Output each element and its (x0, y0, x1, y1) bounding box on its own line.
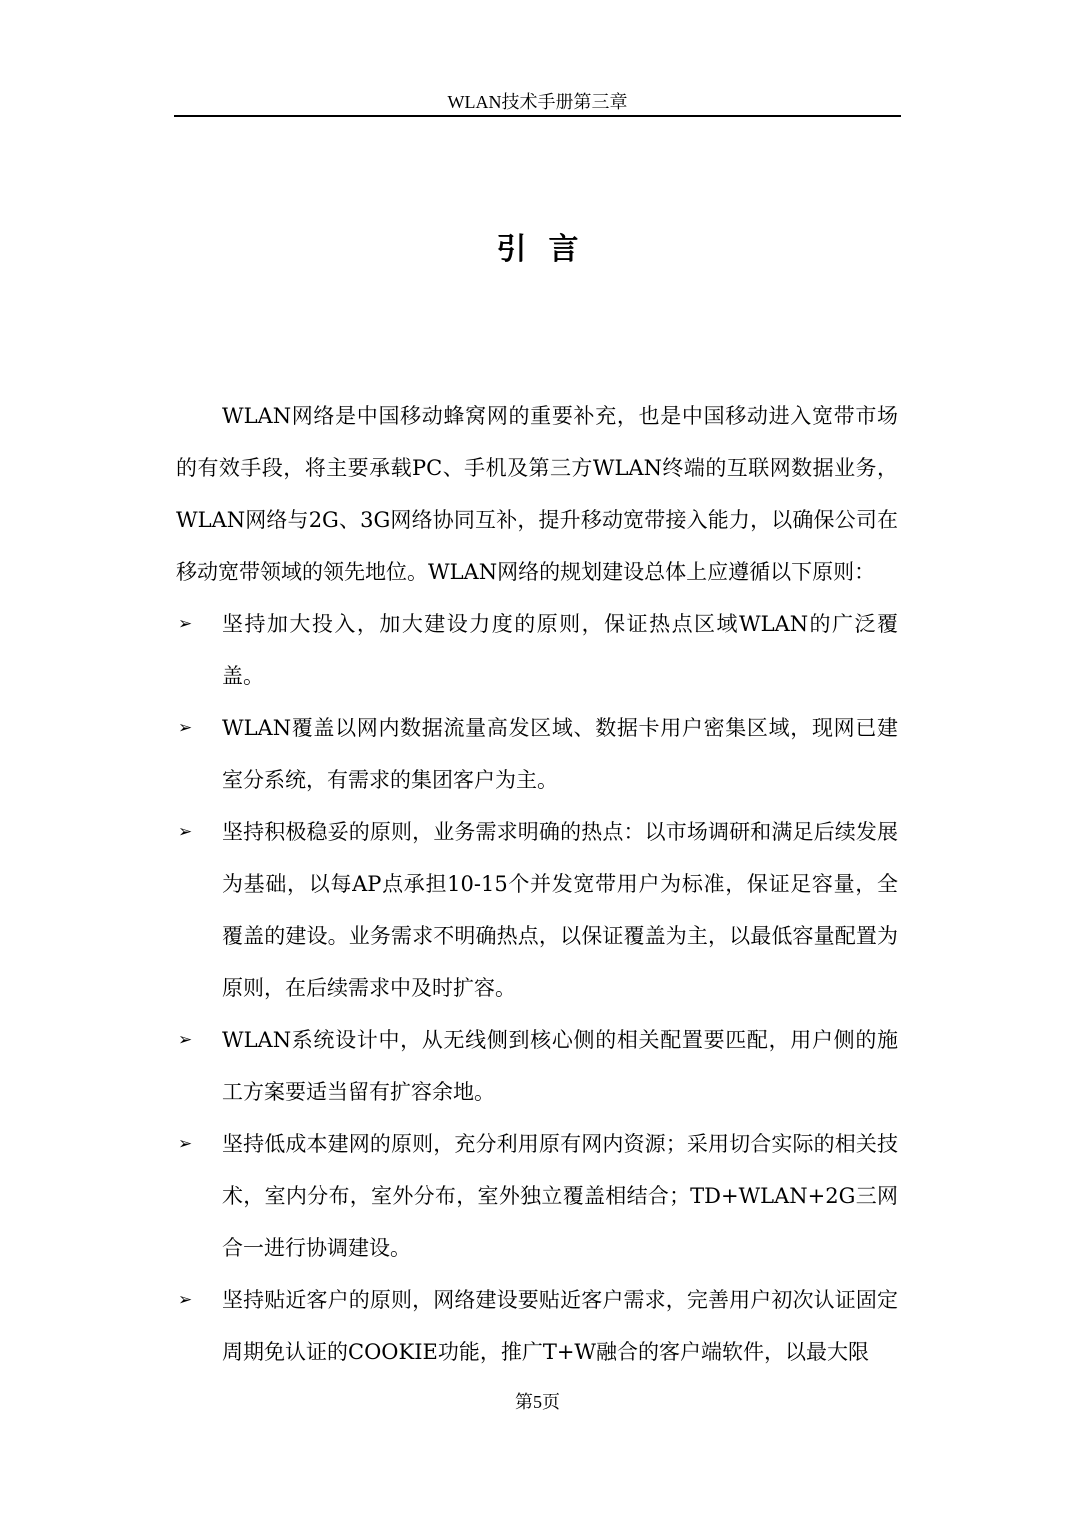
intro-paragraph: WLAN网络是中国移动蜂窝网的重要补充，也是中国移动进入宽带市场的有效手段，将主要承载PC、手机及第三方WLAN终端的互联网数据业务，WLAN网络与2G、3G网络协同互补，提升移动宽带接入能力，以确保公司在移动宽带领域的领先地位。WLAN网络的规划建设总体上应遵循以下原则： (176, 404, 898, 584)
running-header: WLAN技术手册第三章 (447, 92, 628, 112)
arrowhead-bullet-icon: ➢ (178, 718, 193, 738)
list-item (176, 702, 898, 806)
principles-list (176, 598, 898, 1378)
list-item (176, 806, 898, 1014)
list-item-text: WLAN覆盖以网内数据流量高发区域、数据卡用户密集区域，现网已建室分系统，有需求的集团客户为主。 (222, 716, 898, 792)
body-text (176, 390, 898, 1378)
list-item-text: 坚持积极稳妥的原则，业务需求明确的热点：以市场调研和满足后续发展为基础，以每AP点承担10-15个并发宽带用户为标准，保证足容量，全覆盖的建设。业务需求不明确热点，以保证覆盖为主，以最低容量配置为原则，在后续需求中及时扩容。 (222, 820, 898, 1000)
page-number: 第5页 (515, 1392, 560, 1412)
list-item (176, 598, 898, 702)
list-item (176, 1118, 898, 1274)
list-item-text: WLAN系统设计中，从无线侧到核心侧的相关配置要匹配，用户侧的施工方案要适当留有扩容余地。 (222, 1028, 898, 1104)
header-rule (174, 115, 901, 117)
list-item (176, 1274, 898, 1378)
arrowhead-bullet-icon: ➢ (178, 1030, 193, 1050)
arrowhead-bullet-icon: ➢ (178, 1134, 193, 1154)
arrowhead-bullet-icon: ➢ (178, 1290, 193, 1310)
list-item-text: 坚持贴近客户的原则，网络建设要贴近客户需求，完善用户初次认证固定周期免认证的COOKIE功能，推广T+W融合的客户端软件，以最大限 (222, 1288, 898, 1364)
list-item-text: 坚持加大投入，加大建设力度的原则，保证热点区域WLAN的广泛覆盖。 (222, 612, 898, 688)
list-item-text: 坚持低成本建网的原则，充分利用原有网内资源；采用切合实际的相关技术，室内分布，室外分布，室外独立覆盖相结合；TD+WLAN+2G三网合一进行协调建设。 (222, 1132, 898, 1260)
list-item (176, 1014, 898, 1118)
arrowhead-bullet-icon: ➢ (178, 614, 193, 634)
arrowhead-bullet-icon: ➢ (178, 822, 193, 842)
page-title: 引言 (496, 232, 601, 267)
